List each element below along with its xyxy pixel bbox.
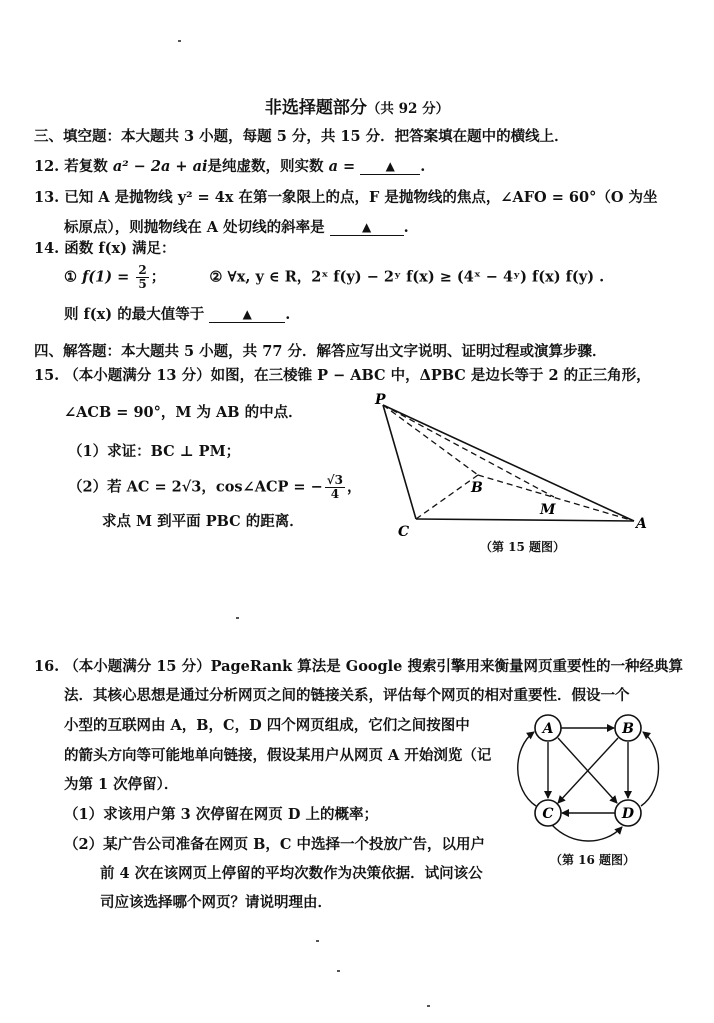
q15-sub2-text: （2）若 AC = 2√3，cos∠ACP = − (68, 478, 323, 496)
q12-end: . (420, 158, 426, 175)
scan-speck (178, 40, 181, 42)
q16-subquestion-1: （1）求该用户第 3 次停留在网页 D 上的概率； (64, 806, 378, 823)
scan-speck (337, 970, 340, 972)
q16-text-line1: （本小题满分 15 分）PageRank 算法是 Google 搜索引擎用来衡量网页重要性的一种经典算 (64, 658, 683, 675)
q13-text-line1: 已知 A 是抛物线 y² = 4x 在第一象限上的点，F 是抛物线的焦点，∠AFO = 60°（O 为坐 (64, 189, 658, 206)
q12-math: a² − 2a + ai (112, 158, 208, 175)
q12-variable: a = (328, 158, 356, 175)
link-C-to-D (552, 825, 622, 841)
figure-16-caption: （第 16 题图） (550, 853, 636, 867)
q15-sub2-tail: ， (347, 478, 362, 496)
node-label-A: A (542, 721, 554, 737)
node-label-B: B (622, 721, 634, 737)
q12-text-a: 若复数 (64, 158, 108, 175)
link-D-to-B (641, 732, 659, 806)
q15-subquestion-1: （1）求证：BC ⊥ PM； (68, 443, 241, 460)
q16-number: 16. (34, 658, 60, 675)
q12-number: 12. (34, 158, 60, 175)
vertex-label-M: M (540, 502, 556, 518)
q16-subquestion-2-line1: （2）某广告公司准备在网页 B，C 中选择一个投放广告，以用户 (64, 836, 485, 853)
triangle-icon: ▲ (362, 220, 372, 234)
q15-text-line1: （本小题满分 13 分）如图，在三棱锥 P − ABC 中，ΔPBC 是边长等于 2 的正三角形， (64, 367, 651, 384)
q14-cond1-lhs: f(1) = (82, 268, 130, 286)
q14-ask: 则 f(x) 的最大值等于 (64, 306, 205, 323)
part3-heading: 三、填空题：本大题共 3 小题，每题 5 分，共 15 分．把答案填在题中的横线上． (34, 128, 569, 145)
q14-frac-denominator: 5 (138, 277, 147, 291)
link-C-to-A (518, 732, 536, 806)
q14-number: 14. (34, 240, 60, 257)
triangle-icon: ▲ (242, 307, 252, 321)
q14-cond1-label: ① (64, 268, 77, 286)
scan-speck (316, 940, 319, 942)
q13-number: 13. (34, 189, 60, 206)
node-label-C: C (542, 806, 554, 822)
q15-frac-denominator: 4 (330, 487, 340, 501)
section-title-main: 非选择题部分 (264, 98, 367, 118)
q13-end: . (403, 219, 409, 236)
part4-heading: 四、解答题：本大题共 5 小题，共 77 分．解答应写出文字说明、证明过程或演算步骤． (34, 343, 607, 360)
scan-speck (427, 1005, 430, 1007)
q16-text-line4: 的箭头方向等可能地单向链接，假设某用户从网页 A 开始浏览（记 (64, 747, 492, 764)
q16-text-line3: 小型的互联网由 A，B，C，D 四个网页组成，它们之间按图中 (64, 717, 470, 734)
q15-number: 15. (34, 367, 60, 384)
vertex-label-B: B (471, 480, 483, 496)
node-label-D: D (621, 806, 635, 822)
q14-end: . (285, 306, 291, 323)
q15-frac-numerator: √3 (326, 473, 344, 487)
vertex-label-A: A (636, 516, 647, 532)
q14-cond1-tail: ； (150, 268, 166, 286)
figure-15-caption: （第 15 题图） (480, 540, 566, 554)
q16-subquestion-2-line3: 司应该选择哪个网页？请说明理由． (100, 894, 332, 911)
q16-text-line2: 法．其核心思想是通过分析网页之间的链接关系，评估每个网页的相对重要性．假设一个 (64, 687, 630, 704)
q16-text-line5: 为第 1 次停留）． (64, 776, 179, 793)
vertex-label-C: C (398, 524, 410, 540)
section-title-sub: （共 92 分） (366, 101, 450, 117)
q13-text-line2: 标原点），则抛物线在 A 处切线的斜率是 (64, 219, 325, 236)
triangle-icon: ▲ (385, 159, 395, 173)
scan-speck (236, 617, 239, 619)
q12-text-b: 是纯虚数，则实数 (207, 158, 324, 175)
q14-cond2: ② ∀x, y ∈ R，2ˣ f(y) − 2ʸ f(x) ≥ (4ˣ − 4ʸ) f(x) f(y) . (209, 268, 605, 286)
vertex-label-P: P (375, 392, 386, 408)
q14-intro: 函数 f(x) 满足： (64, 240, 176, 257)
q14-frac-numerator: 2 (138, 263, 147, 277)
q16-subquestion-2-line2: 前 4 次在该网页上停留的平均次数作为决策依据．试问该公 (100, 865, 483, 882)
q15-subquestion-2-line2: 求点 M 到平面 PBC 的距离． (102, 513, 304, 530)
q15-text-line2: ∠ACB = 90°，M 为 AB 的中点． (64, 404, 303, 421)
